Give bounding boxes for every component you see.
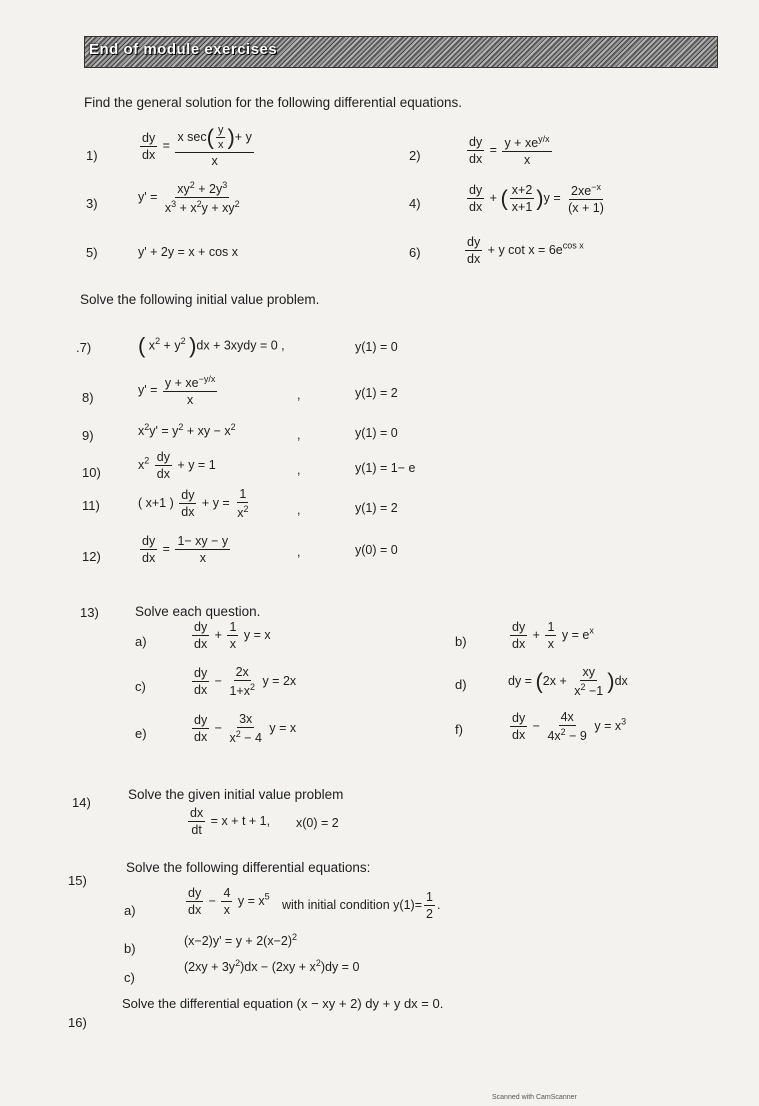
problem-12-condition: y(0) = 0 <box>355 543 398 557</box>
q15a-equation: $\frac{dy}{dx}$ − $\frac{4}{x}$ $y = x^5$ <box>188 886 270 917</box>
comma: , <box>297 428 301 442</box>
q13b-equation: $\frac{dy}{dx}$ + $\frac{1}{x}$ $y = e^x$ <box>512 620 594 651</box>
comma: , <box>297 388 301 402</box>
q15b-equation: $(x-2)y' = y + 2(x-2)^2$ <box>184 932 297 949</box>
item-label: e) <box>135 726 147 741</box>
problem-number: 9) <box>82 428 94 443</box>
item-label: c) <box>135 679 146 694</box>
problem-number: 14) <box>72 795 91 810</box>
problem-9-condition: y(1) = 0 <box>355 426 398 440</box>
problem-11-condition: y(1) = 2 <box>355 501 398 515</box>
item-label: d) <box>455 677 467 692</box>
problem-number: .7) <box>76 340 92 355</box>
problem-number: 16) <box>68 1015 87 1030</box>
problem-7-condition: y(1) = 0 <box>355 340 398 354</box>
problem-number: 13) <box>80 605 99 620</box>
scanner-footer: Scanned with CamScanner <box>492 1094 577 1101</box>
q13c-equation: $\frac{dy}{dx}$ − $\frac{2x}{1+x^2}$ y = 2x <box>194 665 297 699</box>
q13a-equation: $\frac{dy}{dx}$ + $\frac{1}{x}$ y = x <box>194 620 271 651</box>
item-label: c) <box>124 970 135 985</box>
item-label: f) <box>455 722 463 737</box>
item-label: b) <box>455 634 467 649</box>
q14-condition: x(0) = 2 <box>296 816 339 830</box>
problem-10-condition: y(1) = 1− e <box>355 461 416 475</box>
q14-title: Solve the given initial value problem <box>128 787 344 802</box>
problem-number: 10) <box>82 465 101 480</box>
problem-4-equation: $\frac{dy}{dx}$ + ( $\frac{x+2}{x+1}$ )y = $\frac{2xe^{-x}}{(x + 1)}$ <box>469 182 604 216</box>
comma: , <box>297 463 301 477</box>
problem-number: 3) <box>86 196 98 211</box>
problem-number: 6) <box>409 245 421 260</box>
comma: , <box>297 545 301 559</box>
problem-12-equation: $\frac{dy}{dx}$ = $\frac{1- xy - y}{x}$ <box>142 534 229 565</box>
comma: , <box>297 503 301 517</box>
problem-number: 11) <box>82 498 100 513</box>
problem-number: 1) <box>86 148 98 163</box>
problem-8-equation: y' = $\frac{y + xe^{-y/x}}{x}$ <box>138 374 216 408</box>
q13d-equation: dy = (2x + $\frac{xy}{x^2 -1}$ )dx <box>508 665 628 699</box>
problem-6-equation: $\frac{dy}{dx}$ + y $\cot x = 6e^{cos x}$ <box>467 235 584 266</box>
q16-text: Solve the differential equation (x − xy + 2) dy + y dx = 0. <box>122 996 444 1011</box>
q13e-equation: $\frac{dy}{dx}$ − $\frac{3x}{x^2 - 4}$ y = x <box>194 712 297 746</box>
q15c-equation: $(2xy + 3y^2)dx - (2xy + x^2)dy = 0$ <box>184 958 360 975</box>
problem-number: 15) <box>68 873 87 888</box>
problem-number: 8) <box>82 390 94 405</box>
problem-number: 12) <box>82 549 101 564</box>
problem-1-equation: $\frac{dy}{dx}$ = x sec( $\frac{y}{x}$ )+ y x <box>142 124 252 168</box>
problem-number: 4) <box>409 196 421 211</box>
q15a-condition: with initial condition y(1)= $\frac{1}{2}$ . <box>282 890 441 921</box>
problem-number: 2) <box>409 148 421 163</box>
problem-7-equation: ( $x^2 + y^2$ )dx + 3xydy = 0 , <box>138 333 285 358</box>
q15-title: Solve the following differential equations: <box>126 860 371 875</box>
ivp-title: Solve the following initial value problem. <box>80 292 320 307</box>
intro-text: Find the general solution for the following differential equations. <box>84 95 462 110</box>
q13f-equation: $\frac{dy}{dx}$ − $\frac{4x}{4x^2 - 9}$ $y = x^3$ <box>512 710 627 744</box>
item-label: a) <box>135 634 147 649</box>
banner-title: End of module exercises <box>89 41 278 58</box>
item-label: b) <box>124 941 136 956</box>
problem-10-equation: $x^2$ $\frac{dy}{dx}$ + y = 1 <box>138 450 216 481</box>
problem-5-equation: y' + 2y = x + cos x <box>138 245 238 259</box>
q13-title: Solve each question. <box>135 604 261 619</box>
q14-equation: $\frac{dx}{dt}$ = x + t + 1, <box>190 806 271 837</box>
problem-number: 5) <box>86 245 98 260</box>
problem-2-equation: $\frac{dy}{dx}$ = $\frac{y + xe^{y/x}}{x}$ <box>469 134 550 168</box>
problem-9-equation: $x^2y' = y^2$ + xy − $x^2$ <box>138 422 236 439</box>
section-banner <box>84 36 718 68</box>
problem-3-equation: y' = $\frac{xy^2 + 2y^3}{x^3 + x^2y + xy^2}$ <box>138 180 240 216</box>
problem-11-equation: ( x+1 ) $\frac{dy}{dx}$ + y = $\frac{1}{x^2}$ <box>138 487 249 521</box>
item-label: a) <box>124 903 136 918</box>
problem-8-condition: y(1) = 2 <box>355 386 398 400</box>
